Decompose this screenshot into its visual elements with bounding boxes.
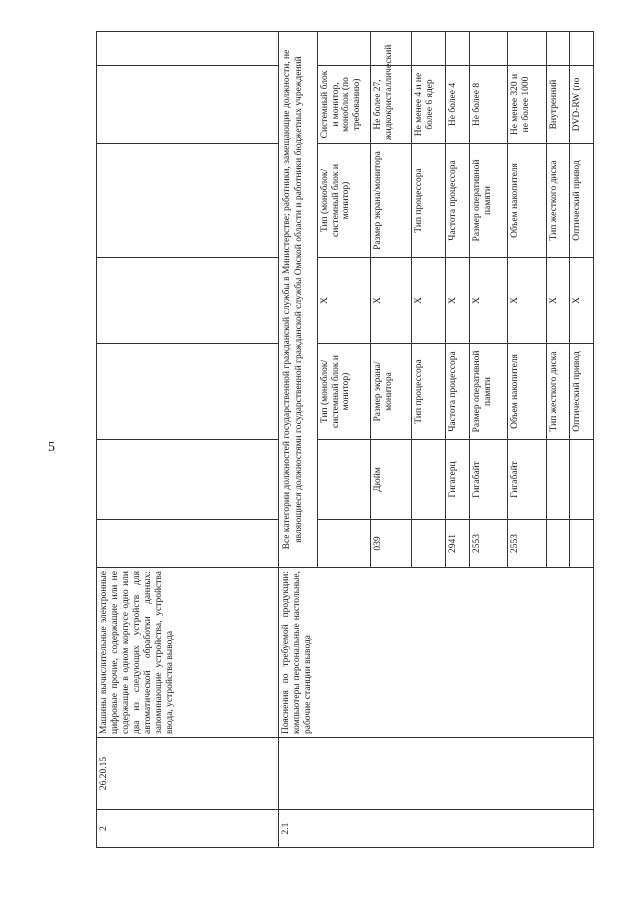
table-cell [97,144,279,258]
row-number: 2.1 [279,810,594,848]
characteristic-value: Не более 8 [469,66,508,144]
table-cell [97,258,279,344]
table-cell [97,520,279,568]
product-explanation: Пояснения по требуемой продукции: компьютеры персональные настольные, рабочие станции вывода [279,568,594,738]
characteristic-value: Не более 27, жидкокристаллический [371,66,412,144]
category-row [279,32,318,848]
table-cell [97,66,279,144]
characteristic-value: Не менее 320 и не более 1000 [508,66,547,144]
okei-code [570,520,594,568]
unit-name: Гигабайт [508,440,547,520]
x-mark: X [570,258,594,344]
characteristic: Тип жесткого диска [546,144,570,258]
unit-name [317,440,371,520]
table-cell [508,32,547,66]
table-cell [546,32,570,66]
characteristic: Размер оперативной памяти [469,344,508,440]
characteristic: Тип процессора [411,144,445,258]
characteristic: Частота процессора [446,144,470,258]
characteristic: Оптический привод [570,144,594,258]
table-cell [411,32,445,66]
okei-code [411,520,445,568]
x-mark: X [446,258,470,344]
unit-name: Дюйм [371,440,412,520]
rotated-table-frame [96,32,594,848]
x-mark: X [317,258,371,344]
x-mark: X [469,258,508,344]
table-cell [97,32,279,66]
requirements-table [96,31,594,848]
table-cell [279,738,594,810]
x-mark: X [508,258,547,344]
characteristic-value: Не менее 4 и не более 6 ядер [411,66,445,144]
table-cell [469,32,508,66]
product-name: Машины вычислительные электронные цифровые прочие, содержащие или не содержащие в одном корпусе одно или два из следующих устройств для автоматической обработки данных: запоминающие устройства, устройства ввода, устройства вывода [97,568,279,738]
table-cell [317,32,371,66]
characteristic: Тип процессора [411,344,445,440]
characteristic: Частота процессора [446,344,470,440]
okei-code: 039 [371,520,412,568]
okpd-code: 26.20.15 [97,738,279,810]
characteristic: Размер экрана/монитора [371,344,412,440]
table-cell [97,344,279,440]
characteristic: Объем накопителя [508,344,547,440]
okei-code [317,520,371,568]
okei-code: 2553 [469,520,508,568]
characteristic: Размер оперативной памяти [469,144,508,258]
position-category: Все категории должностей государственной гражданской службы в Министерстве; работники, замещающие должности, не являющиеся должностями государственной гражданской службы Омской области и работники бюджетных учреждений [279,32,318,568]
characteristic: Тип (моноблок/системный блок и монитор) [317,344,371,440]
characteristic: Размер экрана/монитора [371,144,412,258]
characteristic-value: Внутренний [546,66,570,144]
characteristic: Тип жесткого диска [546,344,570,440]
table-cell [97,440,279,520]
unit-name: Гигабайт [469,440,508,520]
x-mark: X [546,258,570,344]
okei-code: 2941 [446,520,470,568]
table-cell [570,32,594,66]
unit-name [570,440,594,520]
unit-name [411,440,445,520]
rotated-table [96,32,594,848]
characteristic-value: Системный блок и монитор, моноблок (по требованию) [317,66,371,144]
table-cell [446,32,470,66]
characteristic-value: DVD-RW (по [570,66,594,144]
row-number: 2 [97,810,279,848]
x-mark: X [371,258,412,344]
characteristic: Объем накопителя [508,144,547,258]
characteristic: Оптический привод [570,344,594,440]
unit-name: Гигагерц [446,440,470,520]
okei-code [546,520,570,568]
page-number: 5 [48,440,55,455]
okei-code: 2553 [508,520,547,568]
characteristic: Тип (моноблок/системный блок и монитор) [317,144,371,258]
unit-name [546,440,570,520]
table-row [97,32,279,848]
characteristic-value: Не более 4 [446,66,470,144]
x-mark: X [411,258,445,344]
